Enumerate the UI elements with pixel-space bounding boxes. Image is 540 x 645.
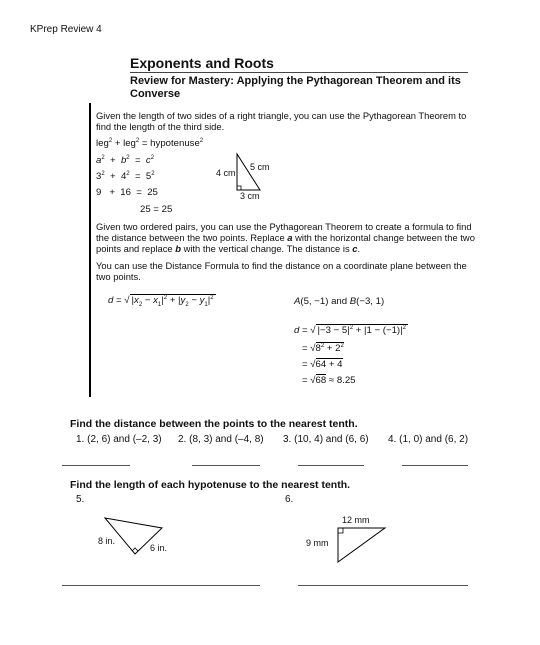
example-points: A(5, −1) and B(−3, 1) [294, 296, 385, 307]
answer-line-4[interactable] [402, 465, 468, 466]
problem-5-number: 5. [76, 494, 85, 505]
paragraph-3: You can use the Distance Formula to find the distance on a coordinate plane between the two points. [96, 260, 467, 282]
page-subtitle: Review for Mastery: Applying the Pythagorean Theorem and its Converse [130, 75, 461, 100]
pyth-row-2: $a^2 + b^2 = c^2$ [96, 154, 155, 166]
example-step-3: = √64 + 4 [302, 359, 343, 370]
distance-formula: d = √ $|x_2 - x_1|^2 + |y_2 - y_1|^2$ [108, 294, 214, 308]
lesson-box-border [89, 103, 91, 397]
answer-line-6[interactable] [298, 585, 468, 586]
triangle-leg-b-label: 3 cm [240, 191, 260, 201]
problem-3: 3. (10, 4) and (6, 6) [283, 434, 369, 445]
answer-line-2[interactable] [192, 465, 260, 466]
paragraph-2: Given two ordered pairs, you can use the Pythagorean Theorem to create a formula to find the distance between the two points. Replace a with the horizontal change between the two points and replace b with the vertical change. The distance is c. [96, 221, 475, 254]
intro-paragraph: Given the length of two sides of a right triangle, you can use the Pythagorean Theorem to find the length of the third side. [96, 110, 467, 132]
triangle-hyp-label: 5 cm [250, 162, 270, 172]
example-step-1: d = √ $|-3 - 5|^2 + |1 - (-1)|^2$ [294, 324, 406, 336]
answer-line-3[interactable] [298, 465, 364, 466]
page-title: Exponents and Roots [130, 55, 274, 71]
pyth-row-3: $3^2 + 4^2 = 5^2$ [96, 170, 155, 182]
triangle-6 [330, 526, 392, 566]
page-header: KPrep Review 4 [30, 24, 102, 35]
problem-2: 2. (8, 3) and (–4, 8) [178, 434, 264, 445]
title-rule [130, 72, 468, 73]
section-1-heading: Find the distance between the points to the nearest tenth. [70, 418, 358, 430]
pyth-row-1: leg$^2$ + leg$^2$ = hypotenuse$^2$ [96, 137, 204, 149]
triangle-5-leg-1: 8 in. [98, 536, 116, 546]
answer-line-1[interactable] [62, 465, 130, 466]
problem-6-number: 6. [285, 494, 294, 505]
answer-line-5[interactable] [62, 585, 260, 586]
example-step-4: = √68 ≈ 8.25 [302, 375, 356, 386]
problem-4: 4. (1, 0) and (6, 2) [388, 434, 469, 445]
triangle-6-side-label: 9 mm [306, 538, 329, 548]
pyth-row-5: 25 = 25 [140, 204, 173, 215]
example-step-2: = $√8^2 + 2^2$ [302, 342, 344, 354]
triangle-leg-a-label: 4 cm [216, 168, 236, 178]
triangle-5-leg-2: 6 in. [150, 543, 168, 553]
pyth-row-4: 9 + 16 = 25 [96, 187, 158, 198]
section-2-heading: Find the length of each hypotenuse to the nearest tenth. [70, 479, 351, 491]
problem-1: 1. (2, 6) and (–2, 3) [76, 434, 162, 445]
triangle-6-top-label: 12 mm [342, 515, 370, 525]
